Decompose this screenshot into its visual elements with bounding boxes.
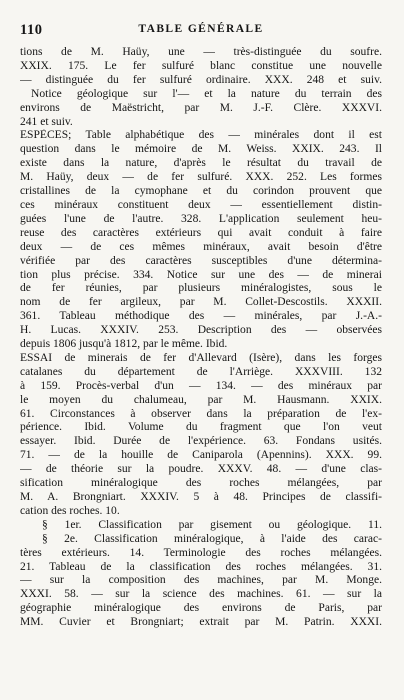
text-line: ces minéraux constituent deux — essentiellement distin- bbox=[20, 198, 382, 211]
text-line: sification minéralogique des roches mélangées, par bbox=[20, 477, 382, 490]
text-line: — de théorie sur la poudre. XXXV. 48. — d'une clas- bbox=[20, 463, 382, 476]
index-text bbox=[20, 46, 382, 630]
entry-essai: ESSAI de minerais de fer d'Allevard (Isère), dans les forges bbox=[20, 351, 382, 364]
text-line: périence. Ibid. Volume du fragment que l'on veut bbox=[20, 421, 382, 434]
text-line: géographie minéralogique des environs de Paris, par bbox=[20, 602, 382, 615]
text-line: tères extérieurs. 14. Terminologie des roches mélangées. bbox=[20, 546, 382, 559]
text-line: catalanes du département de l'Arriège. XXXVIII. 132 bbox=[20, 365, 382, 378]
text-line: H. Lucas. XXXIV. 253. Description des — observées bbox=[20, 324, 382, 337]
text-line: XXIX. 175. Le fer sulfuré blanc constitue une nouvelle bbox=[20, 59, 382, 72]
text-line: existe dans la nature, d'après le résultat du travail de bbox=[20, 157, 382, 170]
section-line: § 2e. Classification minéralogique, à l'aide des carac- bbox=[42, 532, 382, 545]
page-header bbox=[20, 22, 382, 38]
text-line: deux — de ces mêmes minéraux, avait besoin d'être bbox=[20, 240, 382, 253]
text-line: 241 et suiv. bbox=[20, 115, 73, 128]
text-line: cristallines de la cymophane et du corindon prouvent que bbox=[20, 185, 382, 198]
text-line: 61. Circonstances à observer dans la préparation de l'ex- bbox=[20, 407, 382, 420]
text-line: — sur la composition des machines, par M. Monge. bbox=[20, 574, 382, 587]
text-line: 21. Tableau de la classification des roches mélangées. 31. bbox=[20, 560, 382, 573]
text-line: tions de M. Haüy, une — très-distinguée du soufre. bbox=[20, 46, 382, 58]
page-number: 110 bbox=[20, 22, 43, 38]
text-line: 71. — de la houille de Caniparola (Apennins). XXX. 99. bbox=[20, 449, 382, 462]
text-line: cation des roches. 10. bbox=[20, 504, 120, 517]
text-line: tion plus précise. 334. Notice sur une des — de minerai bbox=[20, 268, 382, 281]
text-line: question dans le mémoire de M. Weiss. XXIX. 243. Il bbox=[20, 143, 382, 156]
text-line: MM. Cuvier et Brongniart; extrait par M. Patrin. XXXI. bbox=[20, 616, 382, 629]
text-line: guées l'une de l'autre. 328. L'application seulement heu- bbox=[20, 212, 382, 225]
text-line: M. A. Brongniart. XXXIV. 5 à 48. Principes de classifi- bbox=[20, 491, 382, 503]
text-line: M. Haüy, deux — de fer sulfuré. XXX. 252. Les formes bbox=[20, 171, 382, 184]
text-line: à 159. Procès-verbal d'un — 134. — des minéraux par bbox=[20, 379, 382, 392]
entry-especes: ESPÈCES; Table alphabétique des — minérales dont il est bbox=[20, 129, 382, 142]
running-head: TABLE GÉNÉRALE bbox=[138, 23, 264, 35]
text-line: 361. Tableau méthodique des — minérales, par J.-A.- bbox=[20, 310, 382, 323]
text-line: essayer. Ibid. Durée de l'expérience. 63. Fondans usités. bbox=[20, 435, 382, 448]
text-line: XXXI. 58. — sur la science des machines. 61. — sur la bbox=[20, 588, 382, 601]
text-line: depuis 1806 jusqu'à 1812, par le même. Ibid. bbox=[20, 338, 228, 351]
text-line: — distinguée du fer sulfuré ordinaire. XXX. 248 et suiv. bbox=[20, 73, 382, 86]
text-line: vérifiée par des caractères susceptibles d'une détermina- bbox=[20, 254, 382, 267]
text-line: nom de fer argileux, par M. Collet-Descostils. XXXII. bbox=[20, 296, 382, 309]
text-line: environs de Maëstricht, par M. J.-F. Clère. XXXVI. bbox=[20, 101, 382, 114]
text-line: reuse des caractères extérieurs qui avait conduit à faire bbox=[20, 226, 382, 239]
text-line: de fer réunies, par plusieurs minéralogistes, sous le bbox=[20, 282, 382, 295]
text-line: le moyen du chalumeau, par M. Hausmann. XXIX. bbox=[20, 393, 382, 406]
section-line: § 1er. Classification par gisement ou géologique. 11. bbox=[42, 518, 382, 531]
text-line: Notice géologique sur l'— et la nature du terrain des bbox=[31, 87, 382, 100]
